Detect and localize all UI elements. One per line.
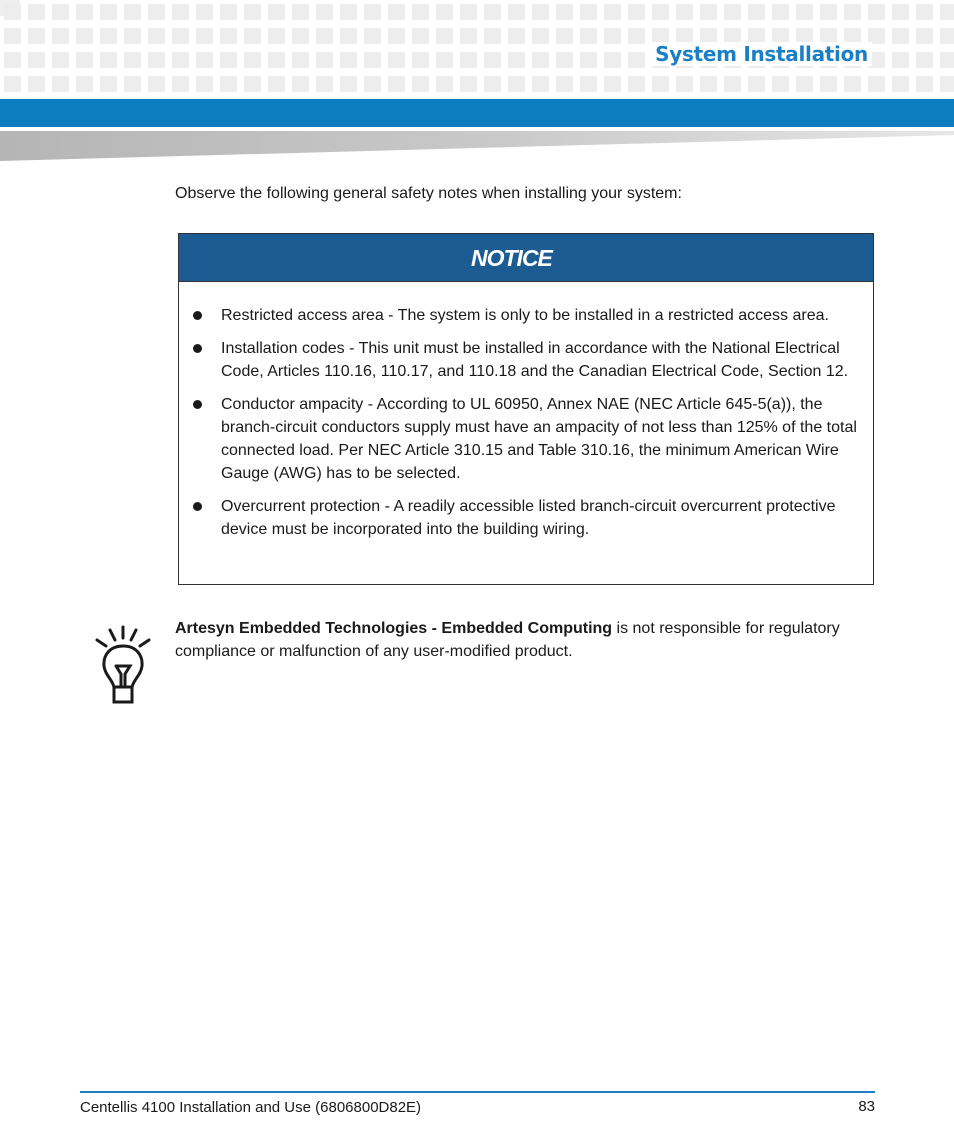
list-item [179, 337, 869, 383]
header-grey-wedge [0, 127, 954, 163]
list-item [179, 304, 869, 327]
lightbulb-icon [90, 624, 156, 706]
notice-list [179, 304, 869, 551]
header-blue-bar [0, 99, 954, 127]
list-item-text: Restricted access area - The system is only to be installed in a restricted access area. [221, 307, 829, 324]
notice-box [178, 233, 874, 585]
company-name: Artesyn Embedded Technologies - Embedded Computing [175, 620, 613, 637]
bullet-icon [193, 502, 202, 511]
intro-text: Observe the following general safety notes when installing your system: [175, 185, 682, 202]
bullet-icon [193, 400, 202, 409]
notice-label: NOTICE [471, 245, 552, 271]
list-item [179, 393, 869, 485]
bullet-icon [193, 344, 202, 353]
section-title: System Installation [651, 42, 872, 66]
list-item-text: Overcurrent protection - A readily accessible listed branch-circuit overcurrent protective device must be incorporated into the building wiring. [221, 498, 836, 538]
tip-text [175, 617, 855, 663]
list-item-text: Installation codes - This unit must be installed in accordance with the National Electrical Code, Articles 110.16, 110.17, and 110.18 and the Canadian Electrical Code, Section 12. [221, 340, 849, 380]
notice-header [179, 234, 873, 282]
page-number: 83 [858, 1098, 875, 1115]
tip-body: is not responsible for regulatory compliance or malfunction of any user-modified product. [175, 620, 840, 660]
list-item-text: Conductor ampacity - According to UL 60950, Annex NAE (NEC Article 645-5(a)), the branch-circuit conductors supply must have an ampacity of not less than 125% of the total connected load. Per NEC Article 310.15 and Table 310.16, the minimum American Wire Gauge (AWG) has to be selected. [221, 396, 857, 482]
list-item [179, 495, 869, 541]
footer-rule [80, 1091, 875, 1093]
bullet-icon [193, 311, 202, 320]
footer-document-title: Centellis 4100 Installation and Use (6806800D82E) [80, 1099, 422, 1116]
